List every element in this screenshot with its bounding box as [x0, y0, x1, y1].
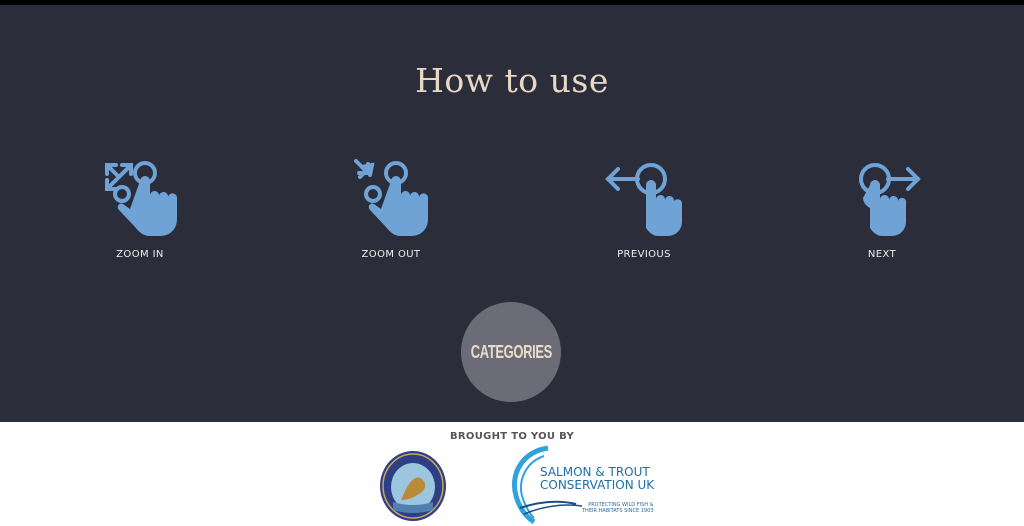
- salmon-trout-tagline-line2: THEIR HABITATS SINCE 1903: [582, 508, 654, 514]
- gesture-label: ZOOM IN: [116, 249, 164, 260]
- gesture-label: PREVIOUS: [617, 249, 671, 260]
- gesture-label: ZOOM OUT: [361, 249, 421, 260]
- footer: [0, 422, 1024, 526]
- swipe-right-gesture-icon: [842, 155, 922, 239]
- gesture-label: NEXT: [867, 249, 897, 260]
- categories-button[interactable]: [461, 302, 561, 402]
- brought-to-you-by-label: BROUGHT TO YOU BY: [449, 431, 575, 442]
- categories-button-label: CATEGORIES: [470, 341, 552, 362]
- gesture-previous: [574, 155, 714, 260]
- salmon-trout-tagline: [582, 502, 653, 514]
- gesture-next: [812, 155, 952, 260]
- page-title: How to use: [415, 61, 609, 100]
- gesture-zoom-out: [321, 155, 461, 260]
- swipe-left-gesture-icon: [604, 155, 684, 239]
- angling-club-logo: [379, 450, 447, 522]
- gesture-zoom-in: [70, 155, 210, 260]
- salmon-trout-tagline-line1: PROTECTING WILD FISH &: [588, 502, 654, 508]
- salmon-trout-title: [540, 466, 654, 492]
- salmon-trout-title-line1: SALMON & TROUT: [540, 465, 650, 479]
- how-to-use-panel: [0, 5, 1024, 422]
- salmon-trout-title-line2: CONSERVATION UK: [540, 478, 655, 492]
- zoom-out-gesture-icon: [351, 155, 431, 239]
- zoom-in-gesture-icon: [100, 155, 180, 239]
